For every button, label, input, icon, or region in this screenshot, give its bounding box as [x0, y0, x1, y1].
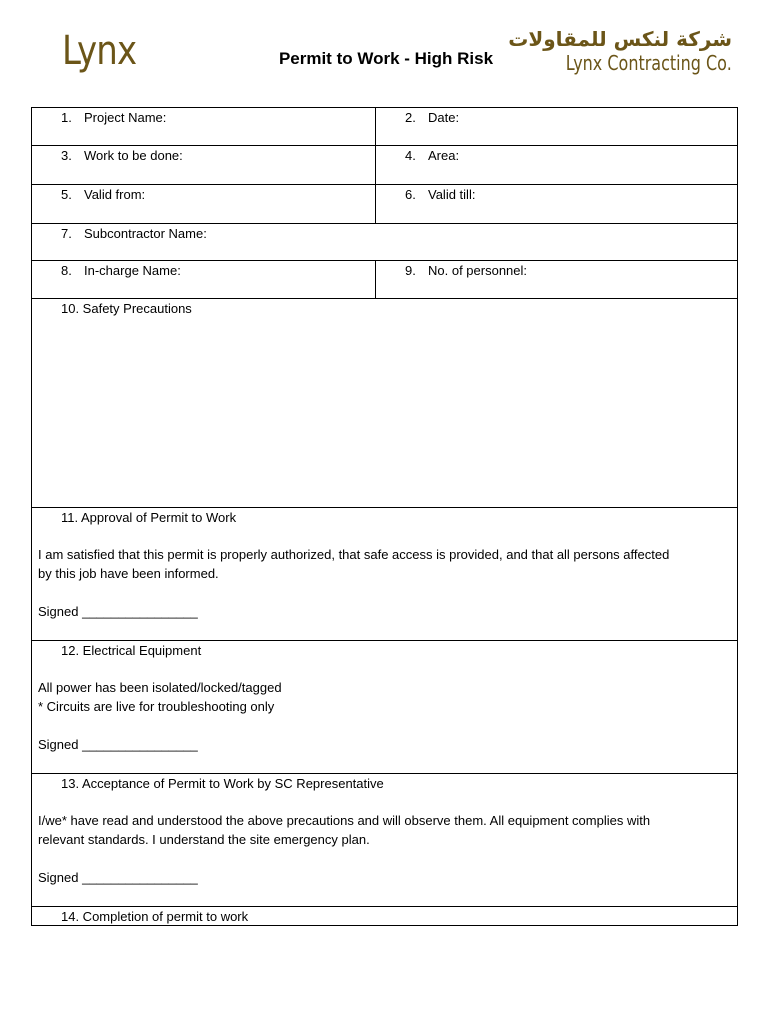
section-heading: 10. Safety Precautions: [61, 301, 192, 316]
form-row: [32, 907, 738, 926]
field-no-of-personnel[interactable]: [376, 261, 738, 299]
company-logo-right: [508, 28, 732, 76]
section-approval-of-permit: [32, 508, 738, 641]
signature-line[interactable]: Signed ________________: [38, 604, 198, 619]
field-valid-from[interactable]: [32, 185, 376, 224]
field-number: 2.: [405, 110, 416, 125]
section-text: I am satisfied that this permit is properly authorized, that safe access is provided, and that all persons affected: [38, 547, 670, 562]
logo-english-text: Lynx Contracting Co.: [565, 51, 732, 75]
field-number: 9.: [405, 263, 416, 278]
field-in-charge-name[interactable]: [32, 261, 376, 299]
section-text: * Circuits are live for troubleshooting only: [38, 699, 275, 714]
form-row: [32, 108, 738, 146]
field-number: 1.: [61, 110, 72, 125]
field-label: In-charge Name:: [84, 263, 181, 278]
section-heading: 12. Electrical Equipment: [61, 643, 202, 658]
form-row: [32, 185, 738, 224]
form-row: [32, 261, 738, 299]
field-number: 8.: [61, 263, 72, 278]
signature-line[interactable]: Signed ________________: [38, 870, 198, 885]
field-label: No. of personnel:: [428, 263, 528, 278]
form-row: [32, 508, 738, 641]
section-acceptance-by-sc-representative: [32, 774, 738, 907]
field-label: Date:: [428, 110, 460, 125]
section-text: I/we* have read and understood the above precautions and will observe them. All equipment complies with: [38, 813, 651, 828]
field-subcontractor-name[interactable]: [32, 224, 738, 261]
document-title: Permit to Work - High Risk: [278, 49, 494, 68]
logo-left-text: Lynx: [62, 28, 137, 74]
form-row: [32, 224, 738, 261]
form-row: [32, 146, 738, 185]
section-electrical-equipment: [32, 641, 738, 774]
section-heading: 14. Completion of permit to work: [61, 909, 249, 924]
signature-line[interactable]: Signed ________________: [38, 737, 198, 752]
section-safety-precautions[interactable]: [32, 299, 738, 508]
section-completion-of-permit[interactable]: [32, 907, 738, 926]
field-label: Work to be done:: [84, 148, 183, 163]
field-label: Subcontractor Name:: [84, 226, 207, 241]
field-number: 7.: [61, 226, 72, 241]
field-label: Area:: [428, 148, 460, 163]
field-number: 6.: [405, 187, 416, 202]
field-number: 5.: [61, 187, 72, 202]
field-work-to-be-done[interactable]: [32, 146, 376, 185]
section-heading: 13. Acceptance of Permit to Work by SC Representative: [61, 776, 384, 791]
section-text: by this job have been informed.: [38, 566, 219, 581]
form-row: [32, 641, 738, 774]
logo-arabic-text: شركة لنكس للمقاولات: [508, 27, 732, 51]
section-heading: 11. Approval of Permit to Work: [61, 510, 237, 525]
field-number: 4.: [405, 148, 416, 163]
form-row: [32, 774, 738, 907]
section-text: relevant standards. I understand the site emergency plan.: [38, 832, 370, 847]
field-valid-till[interactable]: [376, 185, 738, 224]
form-row: [32, 299, 738, 508]
field-label: Valid from:: [84, 187, 146, 202]
field-label: Valid till:: [428, 187, 476, 202]
field-project-name[interactable]: [32, 108, 376, 146]
field-date[interactable]: [376, 108, 738, 146]
field-area[interactable]: [376, 146, 738, 185]
field-number: 3.: [61, 148, 72, 163]
permit-form-table: [31, 107, 738, 926]
section-text: All power has been isolated/locked/tagged: [38, 680, 282, 695]
field-label: Project Name:: [84, 110, 167, 125]
